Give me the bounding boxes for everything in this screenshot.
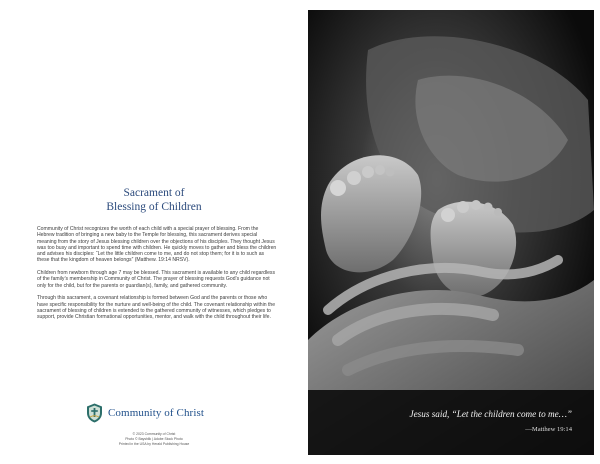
scripture-reference: —Matthew 19:14 [525, 426, 572, 433]
credit-line-2: Photo © Bayshlik | Adobe Stock Photo [125, 436, 183, 441]
paragraph-2: Children from newborn through age 7 may be blessed. This sacrament is available to any child regardless of the family’s membership in Community of Christ. The prayer of blessing requests God’s guidance not only for the child, but for the parents or guardian(s), family, and gathered community. [37, 270, 276, 289]
paragraph-3: Through this sacrament, a covenant relationship is formed between God and the parents or those who have specific responsibility for the nurture and well-being of the child. The covenant relationship within the sacrament of blessing of children is extended to the gathered community of witnesses, which pledges to support, provide Christian formational opportunities, mentor, and walk with the child throughout their life. [37, 295, 276, 321]
scripture-quote: Jesus said, “Let the children come to me…” [409, 409, 572, 419]
title-line-2: Blessing of Children [106, 201, 202, 213]
credit-line-1: © 2023 Community of Christ [132, 432, 176, 436]
baby-feet-photo [308, 10, 594, 455]
page-title [0, 186, 308, 214]
paragraph-1: Community of Christ recognizes the worth of each child with a special prayer of blessing. From the Hebrew tradition of bringing a new baby to the Temple for blessing, this sacrament derives special meaning from the story of Jesus blessing children over the objections of his disciples. They thought Jesus was too busy and important to spend time with children. He quickly moves to gather and bless the children and advises his disciples: “Let the little children come to me, and do not stop them; for it is to such as these that the kingdom of heaven belongs” (Matthew. 19:14 NRSV). [37, 226, 277, 264]
seal-icon [86, 403, 103, 423]
credits [0, 432, 308, 446]
baby-feet-illustration [308, 10, 594, 455]
credit-line-3: Printed in the USA by Herald Publishing House [118, 441, 190, 446]
logo [86, 401, 204, 425]
title-line-1: Sacrament of [123, 187, 185, 199]
body-text [37, 226, 277, 327]
logo-text: Community of Christ [108, 407, 205, 419]
